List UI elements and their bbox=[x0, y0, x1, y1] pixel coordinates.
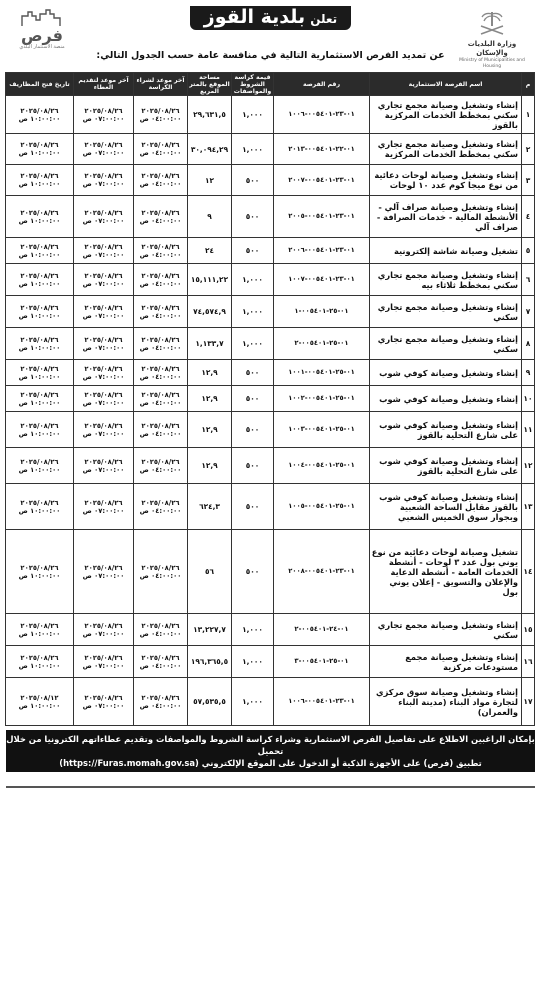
cell-guarantee: ١,٠٠٠ bbox=[232, 134, 274, 165]
cell-submit: ٢٠٢٥/٠٨/٢٦ ٠٧:٠٠:٠٠ ص bbox=[74, 484, 134, 530]
cell-name: إنشاء وتشغيل وصيانة مجمع تجاري سكني bbox=[370, 296, 522, 328]
cell-purchase: ٢٠٢٥/٠٨/٢٦ ٠٤:٠٠:٠٠ ص bbox=[134, 196, 188, 238]
col-open: تاريخ فتح المظاريف bbox=[6, 73, 74, 96]
table-row bbox=[6, 196, 535, 238]
cell-idx: ٥ bbox=[522, 238, 535, 264]
cell-purchase: ٢٠٢٥/٠٨/٢٦ ٠٤:٠٠:٠٠ ص bbox=[134, 238, 188, 264]
ministry-name-en: Ministry of Municipalities and Housing bbox=[459, 58, 525, 69]
table-row bbox=[6, 264, 535, 296]
cell-name: إنشاء وتشغيل وصيانة مجمع تجاري سكني bbox=[370, 614, 522, 646]
opportunities-table bbox=[5, 72, 535, 726]
cell-name: إنشاء وتشغيل وصيانة مجمع تجاري سكني بمخطط ثلاثاء بيه bbox=[370, 264, 522, 296]
cell-purchase: ٢٠٢٥/٠٨/٢٦ ٠٤:٠٠:٠٠ ص bbox=[134, 614, 188, 646]
cell-ref: ٠١-٢٥-٠٠٥٤٠١-٣ bbox=[274, 646, 370, 678]
cell-area: ٢٤ bbox=[188, 238, 232, 264]
cell-idx: ٣ bbox=[522, 165, 535, 196]
cell-ref: ٠١-٢٣-٠٠٥٤٠١-١٠٠٧ bbox=[274, 264, 370, 296]
cell-name: تشغيل وصيانة لوحات دعائية من نوع يوني بول عدد ٣ لوحات - أنشطة الخدمات العامة - أنشطة الدعاية والإعلان والتسويق - إعلان يوني بول bbox=[370, 530, 522, 614]
cell-submit: ٢٠٢٥/٠٨/٢٦ ٠٧:٠٠:٠٠ ص bbox=[74, 264, 134, 296]
cell-guarantee: ٥٠٠ bbox=[232, 530, 274, 614]
palm-swords-icon bbox=[477, 10, 507, 36]
table-row bbox=[6, 296, 535, 328]
col-ref: رقم الفرصة bbox=[274, 73, 370, 96]
header bbox=[6, 6, 535, 72]
cell-guarantee: ١,٠٠٠ bbox=[232, 264, 274, 296]
cell-idx: ١٠ bbox=[522, 386, 535, 412]
cell-purchase: ٢٠٢٥/٠٨/٢٦ ٠٤:٠٠:٠٠ ص bbox=[134, 296, 188, 328]
table-row bbox=[6, 412, 535, 448]
table-row bbox=[6, 530, 535, 614]
cell-ref: ٠١-٢٥-٠٠٥٤٠١-١٠٠٣ bbox=[274, 412, 370, 448]
cell-idx: ١٢ bbox=[522, 448, 535, 484]
cell-open: ٢٠٢٥/٠٨/٢٦ ١٠:٠٠:٠٠ ص bbox=[6, 484, 74, 530]
cell-open: ٢٠٢٥/٠٨/٢٦ ١٠:٠٠:٠٠ ص bbox=[6, 448, 74, 484]
col-purchase: آخر موعد لشراء الكراسة bbox=[134, 73, 188, 96]
cell-submit: ٢٠٢٥/٠٨/٢٦ ٠٧:٠٠:٠٠ ص bbox=[74, 678, 134, 726]
cell-open: ٢٠٢٥/٠٨/٢٦ ١٠:٠٠:٠٠ ص bbox=[6, 196, 74, 238]
cell-submit: ٢٠٢٥/٠٨/٢٦ ٠٧:٠٠:٠٠ ص bbox=[74, 196, 134, 238]
cell-name: إنشاء وتشغيل وصيانة كوفي شوب bbox=[370, 386, 522, 412]
table-row bbox=[6, 96, 535, 134]
cell-area: ٧٤,٥٧٤,٩ bbox=[188, 296, 232, 328]
cell-guarantee: ١,٠٠٠ bbox=[232, 96, 274, 134]
cell-guarantee: ٥٠٠ bbox=[232, 484, 274, 530]
cell-open: ٢٠٢٥/٠٨/٢٦ ١٠:٠٠:٠٠ ص bbox=[6, 165, 74, 196]
cell-open: ٢٠٢٥/٠٨/٢٦ ١٠:٠٠:٠٠ ص bbox=[6, 614, 74, 646]
cell-purchase: ٢٠٢٥/٠٨/٢٦ ٠٤:٠٠:٠٠ ص bbox=[134, 165, 188, 196]
cell-area: ١٢,٩ bbox=[188, 448, 232, 484]
cell-ref: ٠١-٢٣-٠٠٥٤٠١-٢٠٠٦ bbox=[274, 238, 370, 264]
furas-logo-text: فرص bbox=[21, 26, 63, 45]
cell-name: تشغيل وصيانة شاشة إلكترونية bbox=[370, 238, 522, 264]
furas-buildings-icon bbox=[20, 8, 64, 28]
cell-idx: ٨ bbox=[522, 328, 535, 360]
cell-open: ٢٠٢٥/٠٨/٢٦ ١٠:٠٠:٠٠ ص bbox=[6, 134, 74, 165]
cell-idx: ١٥ bbox=[522, 614, 535, 646]
cell-open: ٢٠٢٥/٠٨/٢٦ ١٠:٠٠:٠٠ ص bbox=[6, 646, 74, 678]
cell-submit: ٢٠٢٥/٠٨/٢٦ ٠٧:٠٠:٠٠ ص bbox=[74, 96, 134, 134]
cell-purchase: ٢٠٢٥/٠٨/٢٦ ٠٤:٠٠:٠٠ ص bbox=[134, 386, 188, 412]
cell-purchase: ٢٠٢٥/٠٨/٢٦ ٠٤:٠٠:٠٠ ص bbox=[134, 412, 188, 448]
cell-name: إنشاء وتشغيل وصيانة مجمع تجاري سكني بمخطط الخدمات المركزية bbox=[370, 134, 522, 165]
cell-purchase: ٢٠٢٥/٠٨/٢٦ ٠٤:٠٠:٠٠ ص bbox=[134, 530, 188, 614]
footer-note bbox=[6, 730, 535, 772]
cell-open: ٢٠٢٥/٠٨/٢٦ ١٠:٠٠:٠٠ ص bbox=[6, 328, 74, 360]
cell-area: ١٣,٢٢٧,٧ bbox=[188, 614, 232, 646]
cell-area: ٢٩,٦٣١,٥ bbox=[188, 96, 232, 134]
cell-idx: ١٦ bbox=[522, 646, 535, 678]
cell-submit: ٢٠٢٥/٠٨/٢٦ ٠٧:٠٠:٠٠ ص bbox=[74, 165, 134, 196]
cell-ref: ٠١-٢٥-٠٠٥٤٠١-١٠٠٥ bbox=[274, 484, 370, 530]
cell-name: إنشاء وتشغيل وصيانة كوفي شوب bbox=[370, 360, 522, 386]
cell-idx: ٩ bbox=[522, 360, 535, 386]
cell-idx: ١١ bbox=[522, 412, 535, 448]
footer-line-1: بإمكان الراغبين الاطلاع على تفاصيل الفرص الاستثمارية وشراء كراسة الشروط والمواصفات وتقديم عطاءاتهم الكترونيا من خلال تحميل bbox=[6, 734, 535, 756]
cell-guarantee: ١,٠٠٠ bbox=[232, 296, 274, 328]
bottom-divider bbox=[6, 786, 535, 788]
cell-guarantee: ٥٠٠ bbox=[232, 165, 274, 196]
cell-open: ٢٠٢٥/٠٨/٢٦ ١٠:٠٠:٠٠ ص bbox=[6, 386, 74, 412]
cell-name: إنشاء وتشغيل وصيانة مجمع تجاري سكني bbox=[370, 328, 522, 360]
cell-name: إنشاء وتشغيل وصيانة سوق مركزي لتجارة مواد البناء (مدينة البناء والعمران) bbox=[370, 678, 522, 726]
cell-guarantee: ١,٠٠٠ bbox=[232, 646, 274, 678]
cell-submit: ٢٠٢٥/٠٨/٢٦ ٠٧:٠٠:٠٠ ص bbox=[74, 448, 134, 484]
cell-guarantee: ٥٠٠ bbox=[232, 196, 274, 238]
table-header-row bbox=[6, 73, 535, 96]
cell-ref: ٠١-٢٣-٠٠٥٤٠١-٢٠٠٨ bbox=[274, 530, 370, 614]
cell-purchase: ٢٠٢٥/٠٨/٢٦ ٠٤:٠٠:٠٠ ص bbox=[134, 646, 188, 678]
cell-open: ٢٠٢٥/٠٨/٢٦ ١٠:٠٠:٠٠ ص bbox=[6, 96, 74, 134]
cell-open: ٢٠٢٥/٠٨/٢٦ ١٠:٠٠:٠٠ ص bbox=[6, 360, 74, 386]
cell-submit: ٢٠٢٥/٠٨/٢٦ ٠٧:٠٠:٠٠ ص bbox=[74, 360, 134, 386]
cell-ref: ٠١-٢٥-٠٠٥٤٠١-١٠٠٢ bbox=[274, 386, 370, 412]
cell-submit: ٢٠٢٥/٠٨/٢٦ ٠٧:٠٠:٠٠ ص bbox=[74, 412, 134, 448]
cell-guarantee: ٥٠٠ bbox=[232, 412, 274, 448]
col-name: اسم الفرصة الاستثمارية bbox=[370, 73, 522, 96]
cell-name: إنشاء وتشغيل وصيانة لوحات دعائية من نوع ميجا كوم عدد ١٠ لوحات bbox=[370, 165, 522, 196]
furas-logo bbox=[12, 8, 72, 66]
cell-ref: ٠١-٢٢-٠٠٥٤٠١-٢٠١٣ bbox=[274, 134, 370, 165]
cell-name: إنشاء وتشغيل وصيانة مجمع تجاري سكني بمخطط الخدمات المركزية بالقوز bbox=[370, 96, 522, 134]
table-row bbox=[6, 165, 535, 196]
cell-ref: ٠١-٢٣-٠٠٥٤٠١-٢٠٠٧ bbox=[274, 165, 370, 196]
cell-idx: ٤ bbox=[522, 196, 535, 238]
cell-open: ٢٠٢٥/٠٨/٢٦ ١٠:٠٠:٠٠ ص bbox=[6, 238, 74, 264]
cell-area: ٣٠,٠٩٤,٢٩ bbox=[188, 134, 232, 165]
cell-guarantee: ٥٠٠ bbox=[232, 238, 274, 264]
cell-area: ١٢,٩ bbox=[188, 386, 232, 412]
table-row bbox=[6, 134, 535, 165]
cell-guarantee: ١,٠٠٠ bbox=[232, 678, 274, 726]
cell-area: ٦٢٤,٣ bbox=[188, 484, 232, 530]
cell-area: ١٩٦,٣٦٥,٥ bbox=[188, 646, 232, 678]
cell-purchase: ٢٠٢٥/٠٨/٢٦ ٠٤:٠٠:٠٠ ص bbox=[134, 328, 188, 360]
title bbox=[146, 6, 395, 30]
cell-ref: ٠١-٢٥-٠٠٥٤٠١-١٠٠٤ bbox=[274, 448, 370, 484]
cell-name: إنشاء وتشغيل وصيانة كوفي شوب على شارع التحلية بالقوز bbox=[370, 412, 522, 448]
cell-purchase: ٢٠٢٥/٠٨/٢٦ ٠٤:٠٠:٠٠ ص bbox=[134, 264, 188, 296]
cell-open: ٢٠٢٥/٠٨/١٢ ١٠:٠٠:٠٠ ص bbox=[6, 678, 74, 726]
table-row bbox=[6, 678, 535, 726]
cell-purchase: ٢٠٢٥/٠٨/٢٦ ٠٤:٠٠:٠٠ ص bbox=[134, 96, 188, 134]
cell-ref: ٠١-٢٤-٠٠٥٤٠١-٢ bbox=[274, 614, 370, 646]
cell-submit: ٢٠٢٥/٠٨/٢٦ ٠٧:٠٠:٠٠ ص bbox=[74, 646, 134, 678]
cell-submit: ٢٠٢٥/٠٨/٢٦ ٠٧:٠٠:٠٠ ص bbox=[74, 296, 134, 328]
cell-idx: ١ bbox=[522, 96, 535, 134]
cell-idx: ٧ bbox=[522, 296, 535, 328]
title-box bbox=[190, 6, 351, 30]
cell-guarantee: ٥٠٠ bbox=[232, 360, 274, 386]
cell-purchase: ٢٠٢٥/٠٨/٢٦ ٠٤:٠٠:٠٠ ص bbox=[134, 360, 188, 386]
cell-open: ٢٠٢٥/٠٨/٢٦ ١٠:٠٠:٠٠ ص bbox=[6, 530, 74, 614]
cell-area: ١٢,٩ bbox=[188, 360, 232, 386]
table-row bbox=[6, 238, 535, 264]
cell-area: ٥٦ bbox=[188, 530, 232, 614]
cell-name: إنشاء وتشغيل وصيانة كوفي شوب على شارع التحلية بالقوز bbox=[370, 448, 522, 484]
ministry-name: وزارة البلديات والإسكان bbox=[467, 40, 517, 57]
cell-idx: ١٧ bbox=[522, 678, 535, 726]
intro-text: عن تمديد الفرص الاستثمارية التالية في منافسة عامة حسب الجدول التالي: bbox=[96, 50, 445, 61]
cell-idx: ٢ bbox=[522, 134, 535, 165]
cell-idx: ١٤ bbox=[522, 530, 535, 614]
cell-submit: ٢٠٢٥/٠٨/٢٦ ٠٧:٠٠:٠٠ ص bbox=[74, 134, 134, 165]
title-small: تعلن bbox=[310, 12, 338, 26]
table-row bbox=[6, 614, 535, 646]
cell-purchase: ٢٠٢٥/٠٨/٢٦ ٠٤:٠٠:٠٠ ص bbox=[134, 678, 188, 726]
cell-guarantee: ١,٠٠٠ bbox=[232, 614, 274, 646]
col-guarantee: قيمة كراسة الشروط والمواصفات bbox=[232, 73, 274, 96]
col-area: مساحة الموقع بالمتر المربع bbox=[189, 73, 230, 95]
cell-open: ٢٠٢٥/٠٨/٢٦ ١٠:٠٠:٠٠ ص bbox=[6, 296, 74, 328]
table-row bbox=[6, 328, 535, 360]
footer-line-2: تطبيق (فرص) على الأجهزة الذكية أو الدخول على الموقع الإلكتروني (https://Furas.momah.gov.sa) bbox=[59, 758, 482, 768]
cell-ref: ٠١-٢٣-٠٠٥٤٠١-٢٠٠٥ bbox=[274, 196, 370, 238]
cell-guarantee: ٥٠٠ bbox=[232, 448, 274, 484]
cell-name: إنشاء وتشغيل وصيانة مجمع مستودعات مركزية bbox=[370, 646, 522, 678]
cell-name: إنشاء وتشغيل وصيانة صراف آلي - الأنشطة المالية - خدمات الصرافة - صراف آلي bbox=[370, 196, 522, 238]
table-row bbox=[6, 484, 535, 530]
cell-guarantee: ١,٠٠٠ bbox=[232, 328, 274, 360]
cell-ref: ٠١-٢٣-٠٠٥٤٠١-١٠٠٦ bbox=[274, 678, 370, 726]
cell-submit: ٢٠٢٥/٠٨/٢٦ ٠٧:٠٠:٠٠ ص bbox=[74, 614, 134, 646]
title-big: بلدية القوز bbox=[203, 6, 306, 28]
cell-ref: ٠١-٢٥-٠٠٥٤٠١-٢ bbox=[274, 328, 370, 360]
cell-open: ٢٠٢٥/٠٨/٢٦ ١٠:٠٠:٠٠ ص bbox=[6, 412, 74, 448]
cell-area: ٥٧,٥٣٥,٥ bbox=[188, 678, 232, 726]
cell-guarantee: ٥٠٠ bbox=[232, 386, 274, 412]
cell-area: ١٢ bbox=[188, 165, 232, 196]
table-row bbox=[6, 360, 535, 386]
cell-name: إنشاء وتشغيل وصيانة كوفي شوب بالقوز مقابل الساحة الشعبية وبجوار سوق الخميس الشعبي bbox=[370, 484, 522, 530]
cell-ref: ٠١-٢٥-٠٠٥٤٠١-١ bbox=[274, 296, 370, 328]
cell-area: ١٥,١١١,٢٢ bbox=[188, 264, 232, 296]
cell-ref: ٠١-٢٥-٠٠٥٤٠١-١٠٠١ bbox=[274, 360, 370, 386]
cell-submit: ٢٠٢٥/٠٨/٢٦ ٠٧:٠٠:٠٠ ص bbox=[74, 386, 134, 412]
cell-submit: ٢٠٢٥/٠٨/٢٦ ٠٧:٠٠:٠٠ ص bbox=[74, 328, 134, 360]
table-row bbox=[6, 646, 535, 678]
cell-idx: ٦ bbox=[522, 264, 535, 296]
cell-submit: ٢٠٢٥/٠٨/٢٦ ٠٧:٠٠:٠٠ ص bbox=[74, 238, 134, 264]
cell-purchase: ٢٠٢٥/٠٨/٢٦ ٠٤:٠٠:٠٠ ص bbox=[134, 484, 188, 530]
ministry-logo bbox=[453, 10, 531, 70]
cell-area: ١,١٣٣,٧ bbox=[188, 328, 232, 360]
cell-submit: ٢٠٢٥/٠٨/٢٦ ٠٧:٠٠:٠٠ ص bbox=[74, 530, 134, 614]
col-idx: م bbox=[522, 73, 535, 96]
cell-purchase: ٢٠٢٥/٠٨/٢٦ ٠٤:٠٠:٠٠ ص bbox=[134, 134, 188, 165]
cell-area: ٩ bbox=[188, 196, 232, 238]
table-row bbox=[6, 386, 535, 412]
cell-ref: ٠١-٢٣-٠٠٥٤٠١-١٠٠٦ bbox=[274, 96, 370, 134]
col-submit: آخر موعد لتقديم العطاء bbox=[74, 73, 134, 96]
cell-area: ١٢,٩ bbox=[188, 412, 232, 448]
table-row bbox=[6, 448, 535, 484]
cell-idx: ١٣ bbox=[522, 484, 535, 530]
cell-purchase: ٢٠٢٥/٠٨/٢٦ ٠٤:٠٠:٠٠ ص bbox=[134, 448, 188, 484]
furas-logo-sub: منصة الاستثمار البلدي bbox=[19, 44, 65, 50]
cell-open: ٢٠٢٥/٠٨/٢٦ ١٠:٠٠:٠٠ ص bbox=[6, 264, 74, 296]
